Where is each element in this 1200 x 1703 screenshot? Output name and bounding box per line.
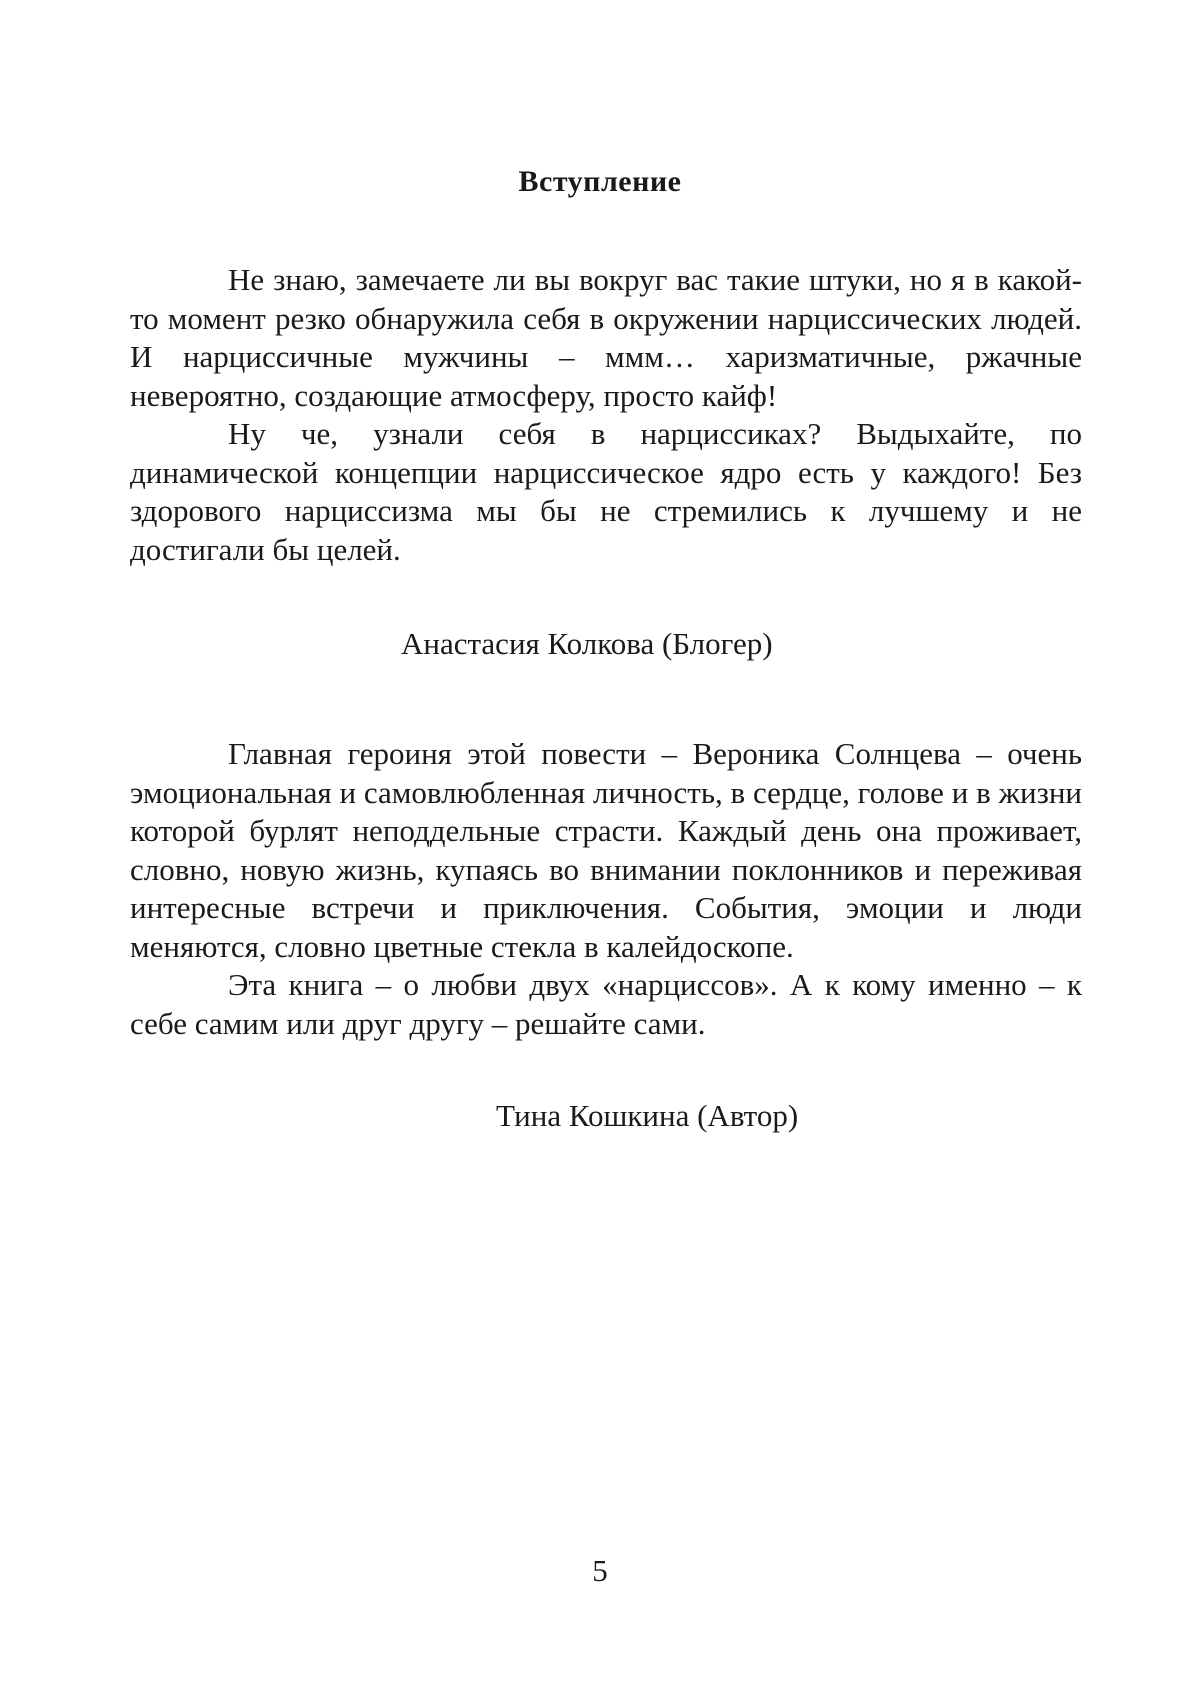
section-2-text: [130, 735, 1082, 1043]
paragraph: Ну че, узнали себя в нарциссиках? Выдыхайте, по динамической концепции нарциссическое ядро есть у каждого! Без здорового нарциссизма мы бы не стремились к лучшему и не достигали бы целей.: [130, 416, 1082, 567]
signature-blogger: Анастасия Колкова (Блогер): [401, 626, 773, 661]
signature-author: Тина Кошкина (Автор): [496, 1098, 799, 1133]
page-number: 5: [592, 1553, 608, 1588]
paragraph: Главная героиня этой повести – Вероника Солнцева – очень эмоциональная и самовлюбленная личность, в сердце, голове и в жизни которой бурлят неподдельные страсти. Каждый день она проживает, словно, новую жизнь, купаясь во внимании поклонников и переживая интересные встречи и приключения. События, эмоции и люди меняются, словно цветные стекла в калейдоскопе.: [130, 736, 1082, 964]
paragraph: Не знаю, замечаете ли вы вокруг вас такие штуки, но я в какой-то момент резко обнаружила себя в окружении нарциссических людей. И нарциссичные мужчины – ммм… харизматичные, ржачные невероятно, создающие атмосферу, просто кайф!: [130, 262, 1082, 413]
section-1-text: [130, 261, 1082, 569]
page-title: Вступление: [518, 165, 682, 198]
paragraph: Эта книга – о любви двух «нарциссов». А к кому именно – к себе самим или друг другу – решайте сами.: [130, 967, 1082, 1041]
